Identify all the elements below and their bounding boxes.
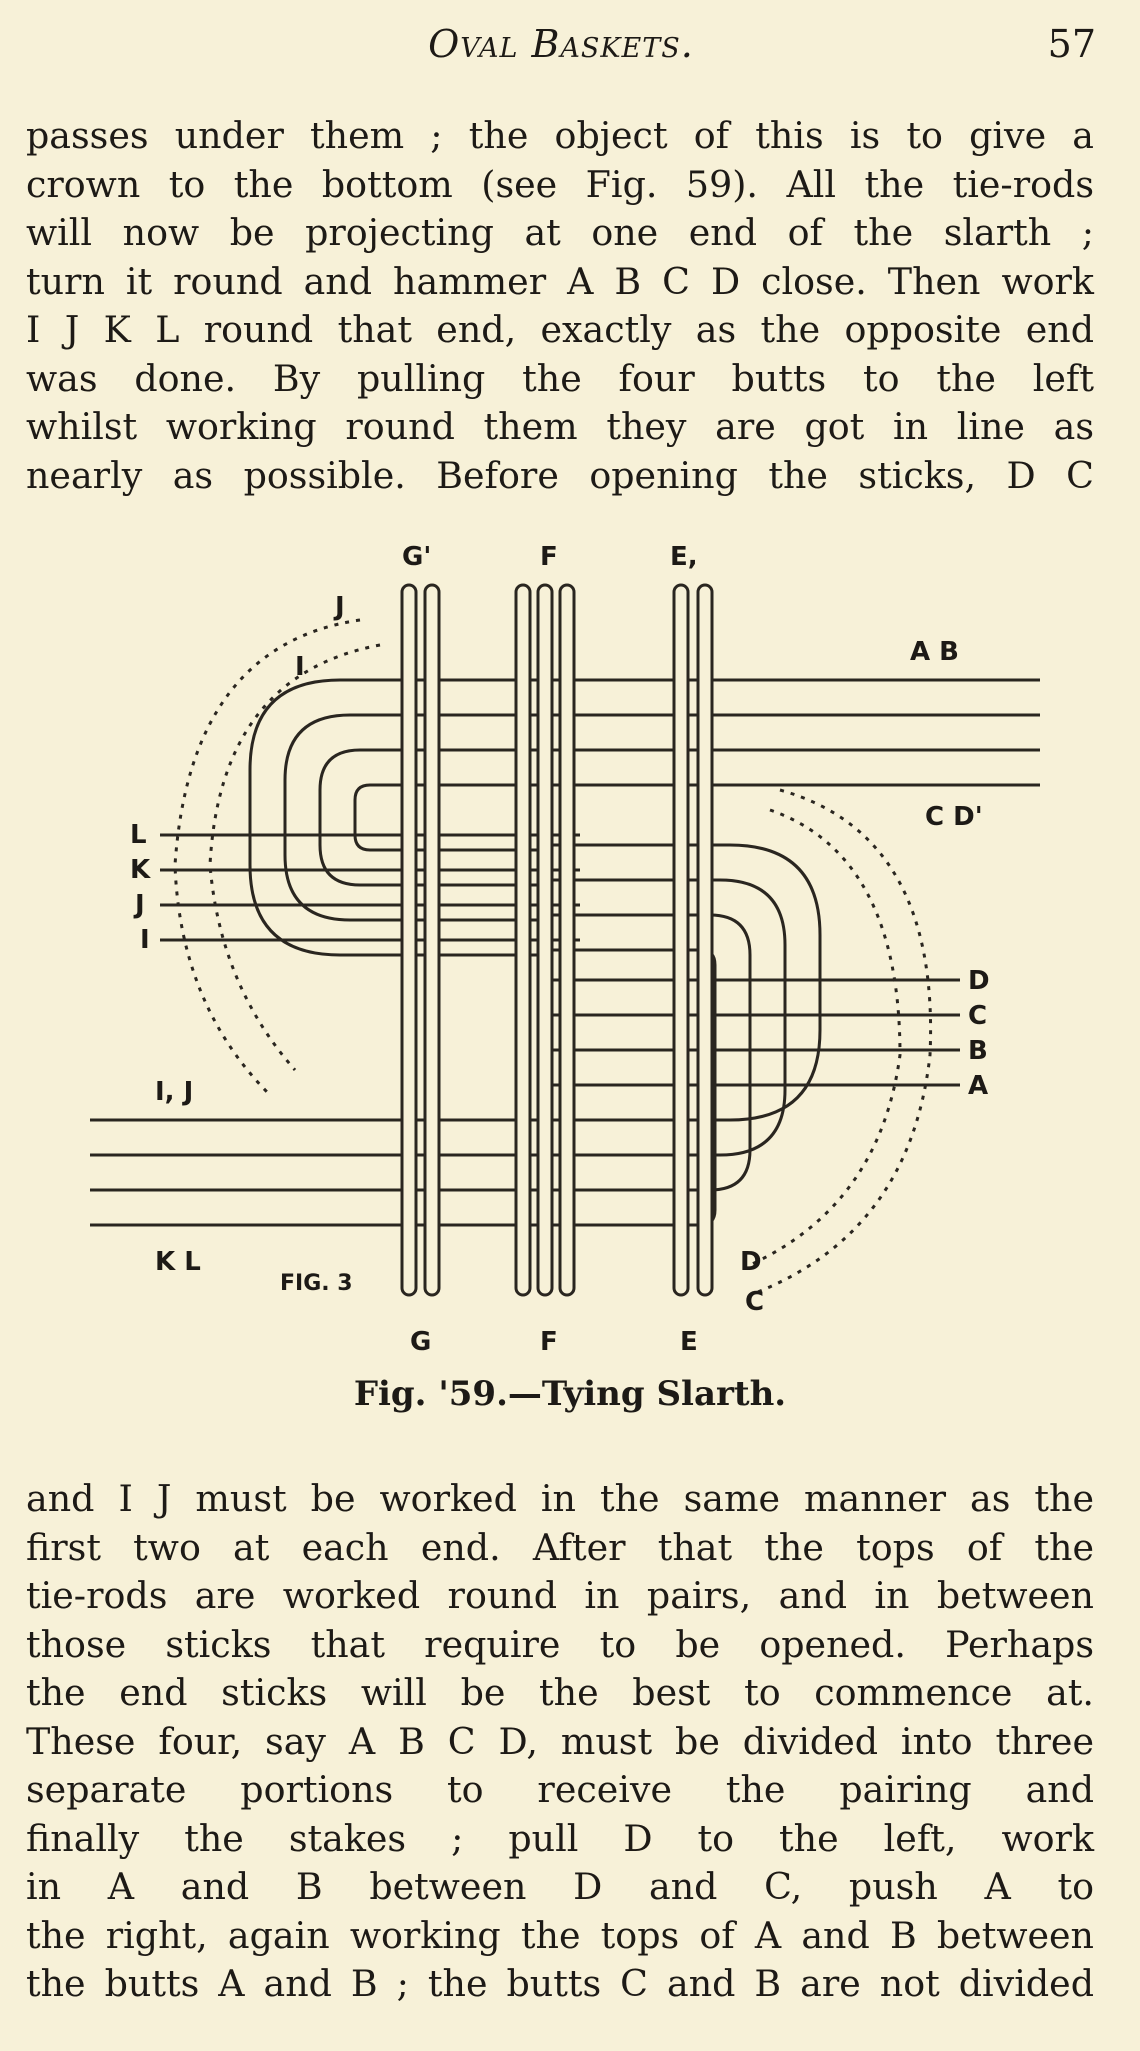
label-fig3: FIG. 3: [280, 1271, 353, 1296]
text-line: passes under them ; the object of this is to give a: [26, 114, 1094, 157]
label-e-bottom: E: [680, 1327, 698, 1357]
text-line: turn it round and hammer A B C D close. Then work: [26, 259, 1094, 303]
paragraph-top: [26, 112, 1094, 500]
label-d-low: D: [740, 1247, 762, 1277]
text-line: whilst working round them they are got in line as: [26, 405, 1094, 448]
label-k-left: K: [130, 855, 151, 885]
label-j-left: J: [135, 890, 145, 920]
label-c-low: C: [745, 1287, 765, 1317]
label-l-left: L: [130, 820, 147, 850]
text-line: crown to the bottom (see Fig. 59). All the tie-rods: [26, 162, 1094, 206]
label-f-top: F: [540, 542, 558, 572]
text-line: I J K L round that end, exactly as the opposite end: [26, 308, 1094, 351]
label-g-top: G': [402, 542, 432, 572]
text-line: was done. By pulling the four butts to the left: [26, 356, 1094, 400]
text-line: and I J must be worked in the same manner as the: [26, 1477, 1094, 1520]
label-c-right: C: [968, 1001, 988, 1031]
label-d-right: D: [968, 966, 990, 996]
text-line: the end sticks will be the best to commence at.: [26, 1671, 1094, 1714]
text-line: These four, say A B C D, must be divided into three: [26, 1719, 1094, 1763]
label-a-right: A: [968, 1071, 989, 1101]
label-f-bottom: F: [540, 1327, 558, 1357]
text-line: first two at each end. After that the tops of the: [26, 1525, 1094, 1569]
text-line: tie-rods are worked round in pairs, and in between: [26, 1574, 1094, 1617]
slarth-illustration: [80, 535, 1080, 1375]
label-e-top: E,: [670, 542, 698, 572]
text-line: finally the stakes ; pull D to the left, work: [26, 1816, 1094, 1860]
text-line: nearly as possible. Before opening the sticks, D C: [26, 453, 1094, 497]
paragraph-bottom: [26, 1475, 1094, 2009]
figure-caption: Fig. '59.—Tying Slarth.: [353, 1374, 787, 1414]
label-cd-top: C D': [925, 802, 983, 832]
page-number: 57: [1047, 22, 1096, 66]
text-line: those sticks that require to be opened. Perhaps: [26, 1622, 1094, 1666]
text-line: the butts A and B ; the butts C and B are not divided: [26, 1962, 1094, 2005]
label-j-arc: J: [335, 592, 345, 622]
label-g-bottom: G: [410, 1327, 432, 1357]
text-line: the right, again working the tops of A and B between: [26, 1913, 1094, 1957]
text-line: separate portions to receive the pairing and: [26, 1768, 1094, 1811]
page-header: [26, 16, 1096, 76]
text-line: will now be projecting at one end of the slarth ;: [26, 211, 1094, 254]
label-i-left: I: [140, 925, 150, 955]
label-ab-top: A B: [910, 637, 959, 667]
label-i-arc: I: [295, 652, 305, 682]
label-kl-low: K L: [155, 1247, 201, 1277]
figure-tying-slarth: [80, 535, 1080, 1375]
label-ij-low: I, J: [155, 1077, 194, 1107]
text-line: in A and B between D and C, push A to: [26, 1865, 1094, 1908]
label-b-right: B: [968, 1036, 988, 1066]
running-title: Oval Baskets.: [428, 22, 694, 66]
